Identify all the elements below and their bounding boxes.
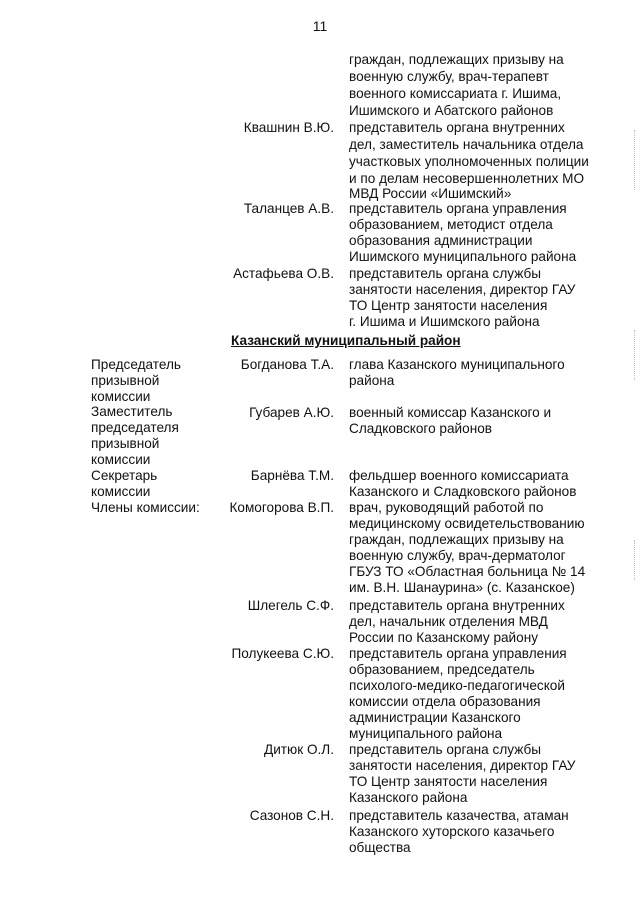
member-name: Таланцев А.В. [243,201,334,216]
member-description-line: образованием, председатель [349,662,535,677]
continuation-line: граждан, подлежащих призыву на [349,52,564,67]
member-description-line: участковых уполномоченных полиции [349,154,589,169]
member-name: Богданова Т.А. [240,357,334,372]
member-description-line: занятости населения, директор ГАУ [349,282,576,297]
role-deputy: комиссии [91,452,151,467]
role-chairman: призывной [91,373,160,388]
scan-mark [634,130,636,190]
member-description-line: Сладковского районов [349,421,492,436]
member-name: Комогорова В.П. [229,500,334,515]
member-description-line: представитель органа службы [349,266,541,281]
member-description-line: ГБУЗ ТО «Областная больница № 14 [349,564,586,579]
role-deputy: председателя [91,420,179,435]
member-description-line: представитель органа внутренних [349,120,565,135]
member-description-line: ТО Центр занятости населения [349,298,548,313]
member-description-line: и по делам несовершеннолетних МО [349,171,585,186]
member-name: Губарев А.Ю. [249,405,334,420]
member-name: Барнёва Т.М. [250,468,334,483]
member-description-line: психолого-медико-педагогической [349,678,565,693]
role-deputy: Заместитель [91,404,173,419]
member-description-line: образованием, методист отдела [349,217,553,232]
member-description-line: медицинскому освидетельствованию [349,516,585,531]
member-description-line: образования администрации [349,233,533,248]
member-description-line: представитель органа внутренних [349,598,565,613]
role-chairman: комиссии [91,389,151,404]
member-description-line: дел, начальник отделения МВД [349,614,548,629]
scan-mark [634,330,636,380]
member-name: Сазонов С.Н. [249,808,334,823]
member-description-line: врач, руководящий работой по [349,500,544,515]
member-name: Полукеева С.Ю. [231,646,334,661]
member-description-line: общества [349,840,411,855]
member-description-line: представитель органа управления [349,646,567,661]
member-description-line: администрации Казанского [349,710,521,725]
member-description-line: представитель органа управления [349,201,567,216]
section-heading: Казанский муниципальный район [231,333,461,348]
member-name: Астафьева О.В. [233,266,334,281]
member-description-line: занятости населения, директор ГАУ [349,758,576,773]
member-description-line: ТО Центр занятости населения [349,774,548,789]
member-description-line: г. Ишима и Ишимского района [349,314,540,329]
member-description-line: МВД России «Ишимский» [349,186,512,201]
member-description-line: военный комиссар Казанского и [349,405,552,420]
member-description-line: фельдшер военного комиссариата [349,468,569,483]
member-description-line: Ишимского муниципального района [349,249,577,264]
member-description-line: военную службу, врач-дерматолог [349,548,566,563]
member-description-line: им. В.Н. Шанаурина» (с. Казанское) [349,580,575,595]
continuation-line: Ишимского и Абатского районов [349,103,554,118]
role-deputy: призывной [91,436,160,451]
member-description-line: граждан, подлежащих призыву на [349,532,564,547]
page-number: 11 [312,18,328,34]
member-description-line: России по Казанскому району [349,630,539,645]
member-name: Дитюк О.Л. [264,742,334,757]
role-secretary: Секретарь [91,468,158,483]
role-chairman: Председатель [91,357,181,372]
member-description-line: комиссии отдела образования [349,694,541,709]
member-description-line: Казанского хуторского казачьего [349,824,555,839]
continuation-line: военную службу, врач-терапевт [349,69,549,84]
member-description-line: Казанского района [349,790,468,805]
member-description-line: представитель казачества, атаман [349,808,569,823]
role-members: Члены комиссии: [91,500,200,515]
member-description-line: дел, заместитель начальника отдела [349,137,584,152]
member-description-line: глава Казанского муниципального [349,357,565,372]
member-description-line: представитель органа службы [349,742,541,757]
role-secretary: комиссии [91,484,151,499]
member-description-line: муниципального района [349,726,503,741]
continuation-line: военного комиссариата г. Ишима, [349,86,562,101]
member-description-line: Казанского и Сладковского районов [349,484,577,499]
member-description-line: района [349,373,395,388]
member-name: Шлегель С.Ф. [247,598,334,613]
scan-mark [634,540,636,580]
member-name: Квашнин В.Ю. [243,120,334,135]
